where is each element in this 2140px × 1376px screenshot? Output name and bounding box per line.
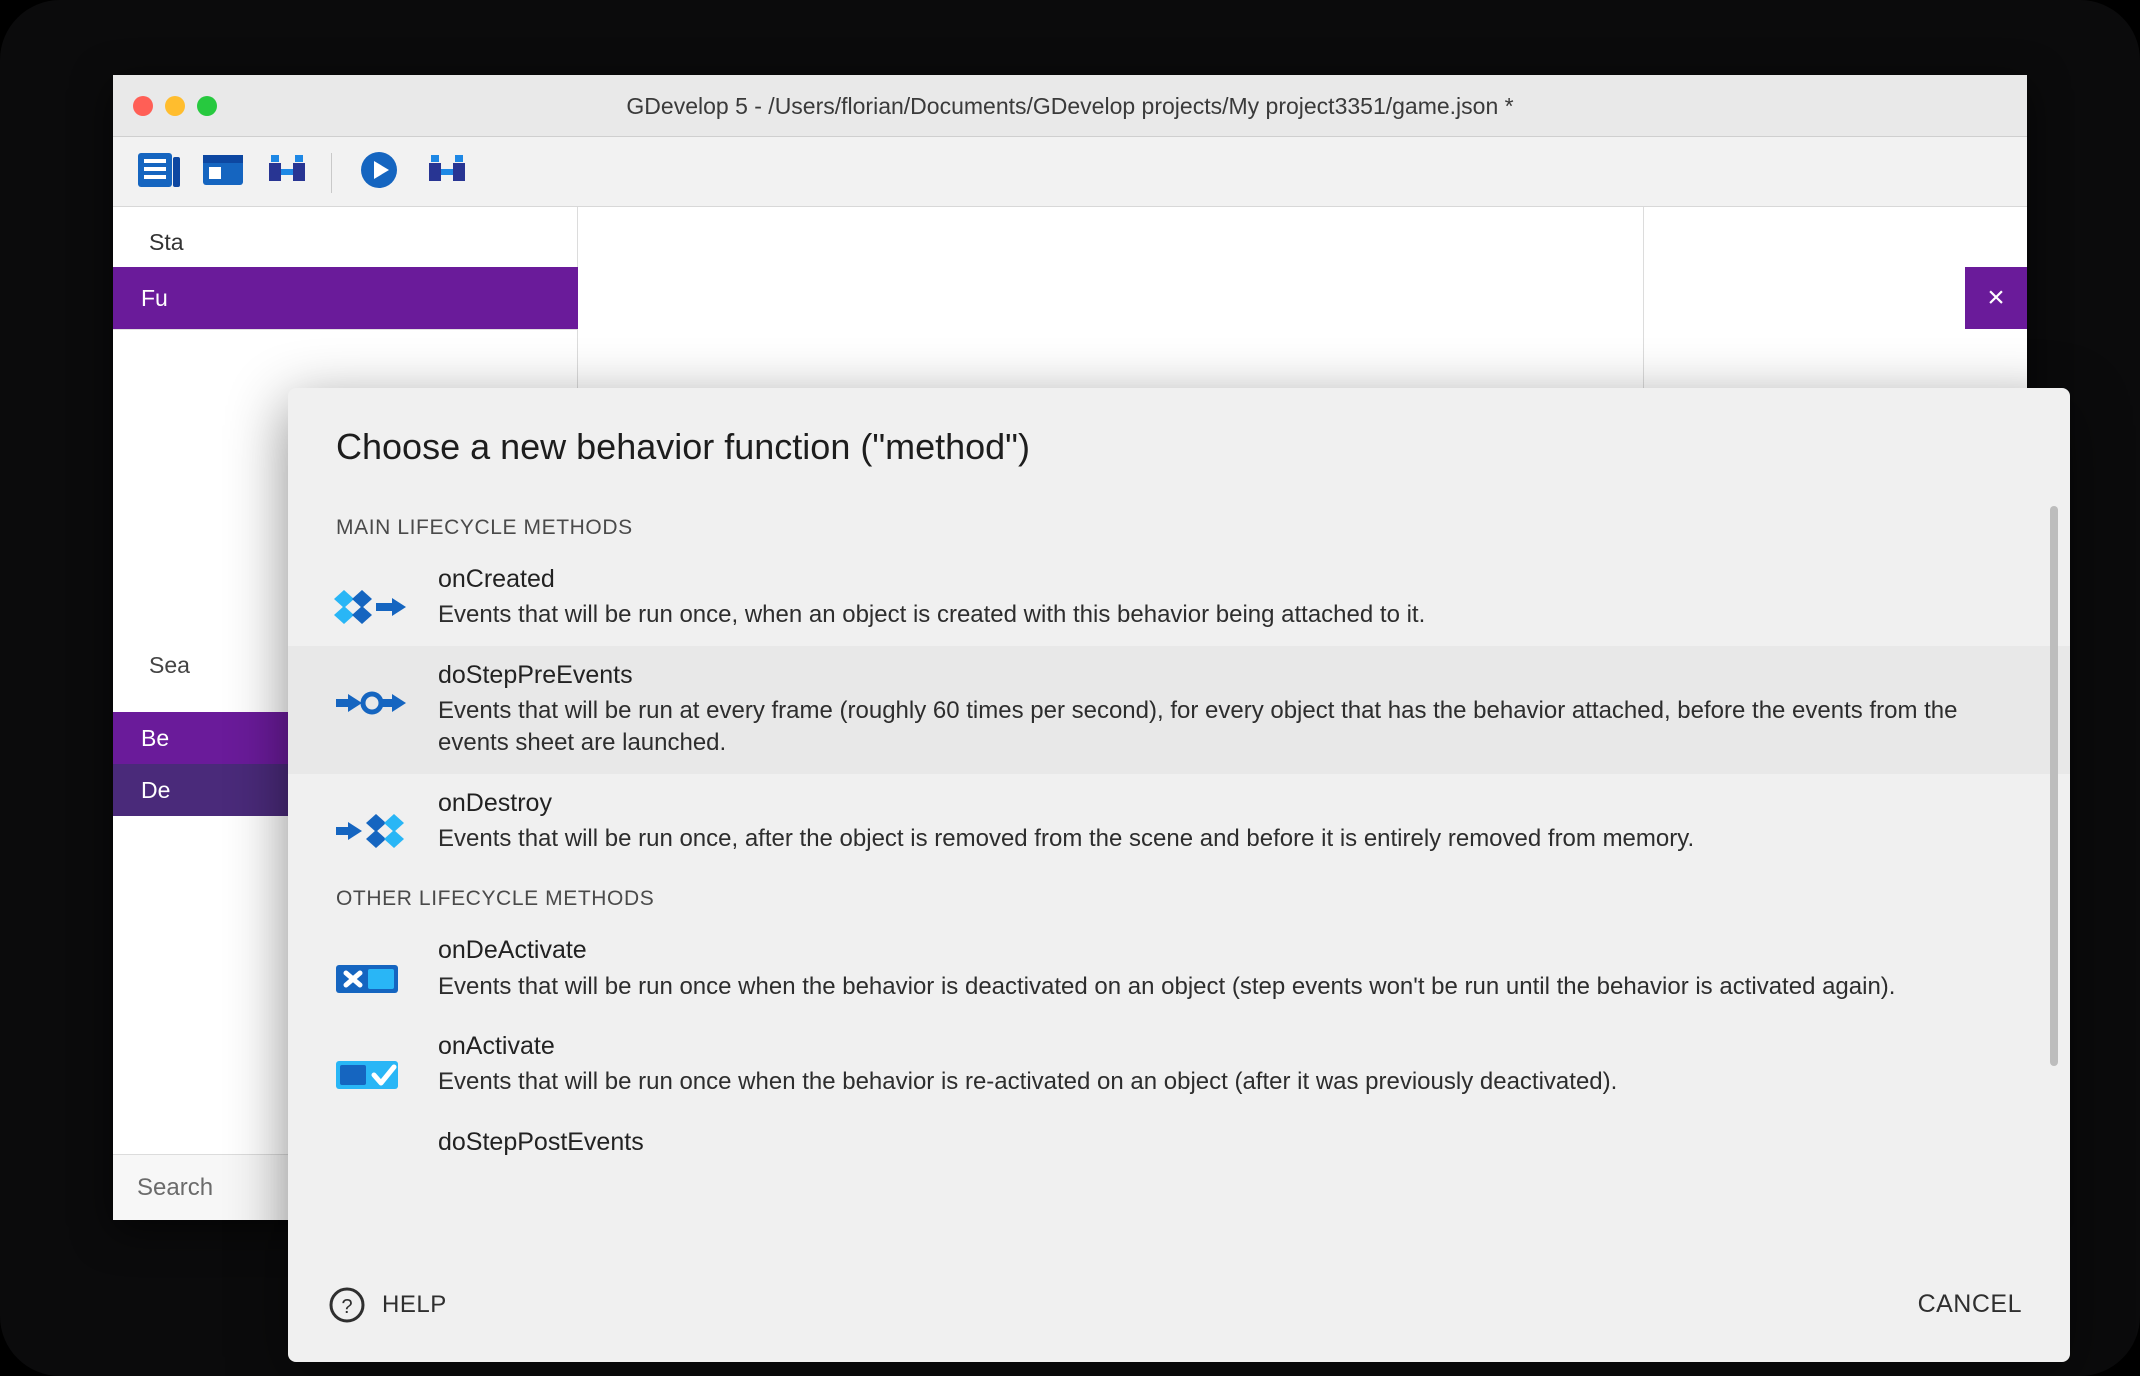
arrow-circle-arrow-icon [336,660,432,724]
method-row[interactable] [288,646,2070,774]
debugger-icon[interactable] [423,149,471,195]
editor-body [113,207,2027,1318]
method-row[interactable] [288,550,2070,646]
method-row[interactable] [288,774,2070,870]
method-description: Events that will be run once when the behavior is deactivated on an object (step events won't be run until the behavior is activated again). [438,972,1896,1000]
window-title: GDevelop 5 - /Users/florian/Documents/GDevelop projects/My project3351/game.json * [626,93,1514,119]
method-name: onActivate [438,1031,555,1060]
method-name: doStepPreEvents [438,660,633,689]
search-section-label: Sea [149,652,190,678]
description-list-item[interactable]: De [113,764,578,816]
status-label: Sta [149,229,184,255]
main-toolbar [113,137,2027,207]
events-sheet-icon[interactable] [263,149,311,195]
help-label: HELP [382,1291,447,1318]
scrollbar-thumb[interactable] [2050,506,2058,1066]
method-list[interactable] [288,498,2070,1262]
help-button[interactable] [328,1286,447,1324]
method-name: doStepPostEvents [438,1127,644,1156]
scrollbar-track[interactable] [2050,506,2058,1252]
method-description: Events that will be run once, after the object is removed from the scene and before it is entirely removed from memory. [438,824,1695,852]
method-name: onCreated [438,565,555,593]
choose-behavior-function-dialog [288,388,2070,1362]
search-input-left[interactable]: Search [137,1174,214,1201]
toolbar-separator [331,153,332,193]
method-name: onDeActivate [438,936,587,965]
method-row[interactable] [288,1113,2070,1199]
diamonds-arrow-right-icon [336,564,432,628]
method-name: onDestroy [438,788,552,817]
functions-tab[interactable]: Fu [113,267,578,329]
cancel-button[interactable]: CANCEL [1917,1290,2022,1318]
application-window [113,75,2027,1318]
panel-divider [113,329,578,330]
method-description: Events that will be run at every frame (roughly 60 times per second), for every object that has the behavior attached, before the events from the events sheet are launched. [438,696,1958,757]
group-header-other: OTHER LIFECYCLE METHODS [336,887,655,911]
toggle-off-icon [336,935,432,999]
project-manager-icon[interactable] [135,149,183,195]
window-title-bar [113,75,2027,137]
method-description: Events that will be run once, when an object is created with this behavior being attached to it. [438,601,1426,629]
arrow-circle-arrow-icon [336,1127,432,1191]
arrow-right-diamonds-icon [336,788,432,852]
preview-play-icon[interactable] [355,149,403,195]
method-row[interactable] [288,1017,2070,1113]
scene-editor-icon[interactable] [199,149,247,195]
question-circle-icon [328,1286,366,1324]
group-header-main: MAIN LIFECYCLE METHODS [336,516,633,539]
toggle-on-icon [336,1031,432,1095]
dialog-title: Choose a new behavior function ("method") [336,426,1030,467]
behavior-list-item[interactable]: Be [113,712,578,764]
close-tab-button[interactable]: × [1965,267,2027,329]
svg-text:?: ? [341,1296,353,1318]
method-description: Events that will be run once when the behavior is re-activated on an object (after it was previously deactivated). [438,1068,1618,1096]
method-row[interactable] [288,921,2070,1017]
dialog-footer [288,1262,2070,1362]
